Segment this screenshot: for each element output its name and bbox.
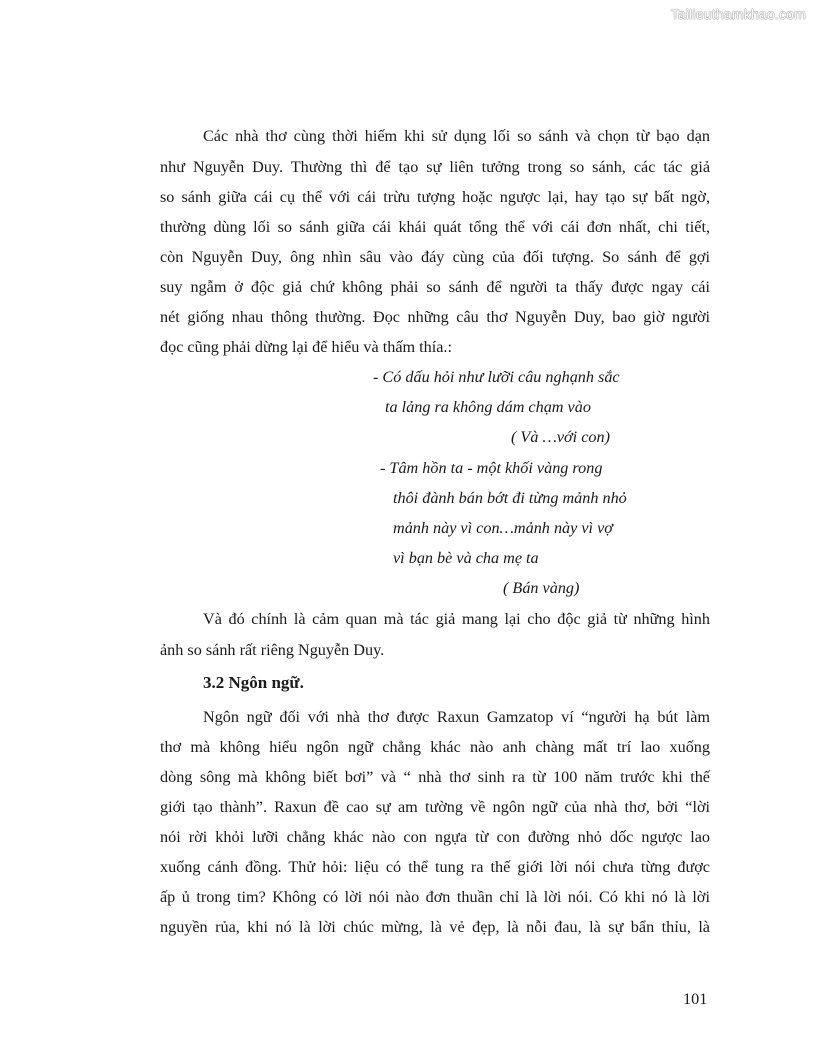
- text-line: như Nguyễn Duy. Thường thì để tạo sự liên tưởng trong so sánh, các tác giả: [160, 158, 710, 176]
- text-line: thường dùng lối so sánh giữa cái khái quát tổng thể với cái đơn nhất, chi tiết,: [160, 218, 710, 236]
- poem-source: ( Bán vàng): [503, 579, 580, 597]
- text-line: giới tạo thành”. Raxun đề cao sự am tường về ngôn ngữ của nhà thơ, bởi “lời: [160, 798, 710, 816]
- text-line: suy ngẫm ở độc giả chứ không phải so sánh để người ta thấy được ngay cái: [160, 278, 710, 296]
- poem-line: vì bạn bè và cha mẹ ta: [393, 549, 539, 567]
- watermark: Tailieuthamkhao.com: [670, 6, 806, 22]
- poem-line: ta lảng ra không dám chạm vào: [385, 398, 591, 416]
- text-line: ấp ủ trong tim? Không có lời nói nào đơn thuần chỉ là lời nói. Có khi nó là lời: [160, 888, 710, 906]
- poem-line: - Tâm hồn ta - một khối vàng rong: [380, 459, 603, 477]
- text-line: thơ mà không hiểu ngôn ngữ chẳng khác nào anh chàng mất trí lao xuống: [160, 738, 710, 756]
- poem-line: thôi đành bán bớt đi từng mảnh nhỏ: [393, 489, 627, 507]
- text-line: nguyền rủa, khi nó là lời chúc mừng, là vẻ đẹp, là nỗi đau, là sự bẩn thỉu, là: [160, 918, 710, 936]
- poem-line: - Có dấu hỏi như lưỡi câu nghạnh sắc: [373, 368, 620, 386]
- text-line: Ngôn ngữ đối với nhà thơ được Raxun Gamzatop ví “người hạ bút làm: [203, 708, 710, 726]
- text-line: so sánh giữa cái cụ thể với cái trừu tượng hoặc ngược lại, hay tạo sự bất ngờ,: [160, 188, 710, 206]
- text-line: đọc cũng phải dừng lại để hiểu và thấm thía.:: [160, 338, 452, 356]
- text-line: Và đó chính là cảm quan mà tác giả mang lại cho độc giả từ những hình: [203, 610, 710, 628]
- poem-line: mảnh này vì con…mảnh này vì vợ: [393, 519, 613, 537]
- text-line: ảnh so sánh rất riêng Nguyễn Duy.: [160, 641, 385, 659]
- text-line: còn Nguyễn Duy, ông nhìn sâu vào đáy cùng của đối tượng. So sánh để gợi: [160, 248, 710, 266]
- page-number: 101: [683, 990, 708, 1008]
- text-line: nói rời khỏi lưỡi chẳng khác nào con ngựa từ con đường nhỏ dốc ngược lao: [160, 828, 710, 846]
- text-line: nét giống nhau thông thường. Đọc những câu thơ Nguyễn Duy, bao giờ người: [160, 308, 710, 326]
- text-line: xuống cánh đồng. Thử hỏi: liệu có thể tung ra thế giới lời nói chưa từng được: [160, 858, 710, 876]
- text-line: dòng sông mà không biết bơi” và “ nhà thơ sinh ra từ 100 năm trước khi thế: [160, 768, 710, 786]
- section-heading: 3.2 Ngôn ngữ.: [203, 673, 304, 692]
- poem-source: ( Và …với con): [511, 428, 610, 446]
- text-line: Các nhà thơ cùng thời hiếm khi sử dụng lối so sánh và chọn từ bạo dạn: [203, 127, 710, 145]
